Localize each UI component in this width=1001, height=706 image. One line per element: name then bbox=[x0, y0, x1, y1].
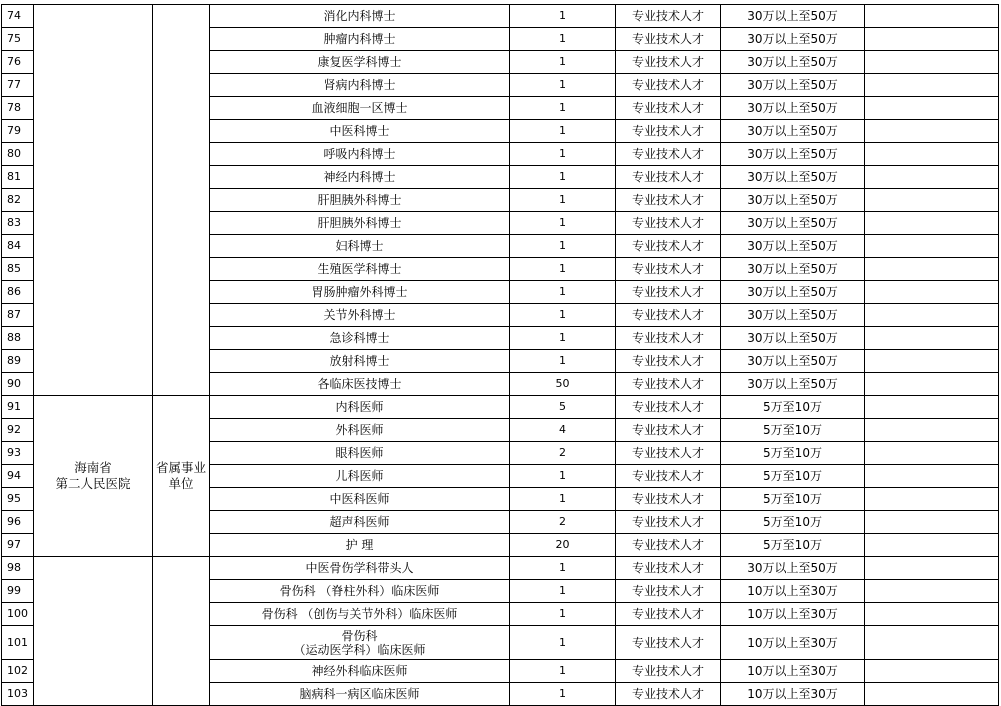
position-name: 各临床医技博士 bbox=[210, 373, 510, 396]
position-name: 超声科医师 bbox=[210, 511, 510, 534]
talent-type: 专业技术人才 bbox=[616, 511, 721, 534]
talent-type: 专业技术人才 bbox=[616, 304, 721, 327]
headcount: 1 bbox=[510, 51, 616, 74]
talent-type: 专业技术人才 bbox=[616, 603, 721, 626]
talent-type: 专业技术人才 bbox=[616, 120, 721, 143]
position-name: 骨伤科 （运动医学科）临床医师 bbox=[210, 626, 510, 660]
talent-type: 专业技术人才 bbox=[616, 143, 721, 166]
salary-range: 5万至10万 bbox=[721, 396, 865, 419]
headcount: 1 bbox=[510, 258, 616, 281]
note-cell bbox=[865, 660, 999, 683]
salary-range: 30万以上至50万 bbox=[721, 557, 865, 580]
salary-range: 5万至10万 bbox=[721, 419, 865, 442]
row-number: 80 bbox=[2, 143, 34, 166]
position-name: 关节外科博士 bbox=[210, 304, 510, 327]
row-number: 94 bbox=[2, 465, 34, 488]
headcount: 4 bbox=[510, 419, 616, 442]
talent-type: 专业技术人才 bbox=[616, 97, 721, 120]
salary-range: 30万以上至50万 bbox=[721, 143, 865, 166]
row-number: 90 bbox=[2, 373, 34, 396]
talent-type: 专业技术人才 bbox=[616, 396, 721, 419]
headcount: 1 bbox=[510, 212, 616, 235]
row-number: 78 bbox=[2, 97, 34, 120]
headcount: 1 bbox=[510, 683, 616, 706]
talent-type: 专业技术人才 bbox=[616, 5, 721, 28]
row-number: 98 bbox=[2, 557, 34, 580]
salary-range: 30万以上至50万 bbox=[721, 304, 865, 327]
unit-type-cell bbox=[153, 5, 210, 396]
note-cell bbox=[865, 258, 999, 281]
note-cell bbox=[865, 511, 999, 534]
headcount: 20 bbox=[510, 534, 616, 557]
row-number: 99 bbox=[2, 580, 34, 603]
note-cell bbox=[865, 419, 999, 442]
salary-range: 5万至10万 bbox=[721, 511, 865, 534]
row-number: 101 bbox=[2, 626, 34, 660]
hospital-cell bbox=[34, 557, 153, 706]
unit-type: 省属事业 单位 bbox=[153, 396, 210, 557]
note-cell bbox=[865, 350, 999, 373]
position-name: 护 理 bbox=[210, 534, 510, 557]
salary-range: 5万至10万 bbox=[721, 442, 865, 465]
table-row bbox=[2, 557, 999, 580]
talent-type: 专业技术人才 bbox=[616, 419, 721, 442]
headcount: 1 bbox=[510, 235, 616, 258]
headcount: 1 bbox=[510, 189, 616, 212]
salary-range: 30万以上至50万 bbox=[721, 51, 865, 74]
row-number: 88 bbox=[2, 327, 34, 350]
talent-type: 专业技术人才 bbox=[616, 327, 721, 350]
headcount: 1 bbox=[510, 74, 616, 97]
note-cell bbox=[865, 488, 999, 511]
talent-type: 专业技术人才 bbox=[616, 74, 721, 97]
note-cell bbox=[865, 373, 999, 396]
note-cell bbox=[865, 28, 999, 51]
table-row bbox=[2, 396, 999, 419]
salary-range: 10万以上至30万 bbox=[721, 580, 865, 603]
row-number: 77 bbox=[2, 74, 34, 97]
note-cell bbox=[865, 442, 999, 465]
position-name: 中医科医师 bbox=[210, 488, 510, 511]
position-name: 肿瘤内科博士 bbox=[210, 28, 510, 51]
headcount: 1 bbox=[510, 327, 616, 350]
salary-range: 30万以上至50万 bbox=[721, 235, 865, 258]
row-number: 74 bbox=[2, 5, 34, 28]
position-name: 肾病内科博士 bbox=[210, 74, 510, 97]
headcount: 5 bbox=[510, 396, 616, 419]
position-name: 消化内科博士 bbox=[210, 5, 510, 28]
recruitment-table bbox=[1, 4, 999, 706]
headcount: 1 bbox=[510, 465, 616, 488]
headcount: 1 bbox=[510, 143, 616, 166]
note-cell bbox=[865, 166, 999, 189]
talent-type: 专业技术人才 bbox=[616, 626, 721, 660]
talent-type: 专业技术人才 bbox=[616, 465, 721, 488]
position-name: 神经外科临床医师 bbox=[210, 660, 510, 683]
row-number: 95 bbox=[2, 488, 34, 511]
position-name: 内科医师 bbox=[210, 396, 510, 419]
headcount: 1 bbox=[510, 350, 616, 373]
position-name: 肝胆胰外科博士 bbox=[210, 189, 510, 212]
headcount: 1 bbox=[510, 28, 616, 51]
note-cell bbox=[865, 189, 999, 212]
row-number: 100 bbox=[2, 603, 34, 626]
salary-range: 10万以上至30万 bbox=[721, 683, 865, 706]
position-name: 肝胆胰外科博士 bbox=[210, 212, 510, 235]
row-number: 82 bbox=[2, 189, 34, 212]
salary-range: 30万以上至50万 bbox=[721, 28, 865, 51]
row-number: 96 bbox=[2, 511, 34, 534]
note-cell bbox=[865, 626, 999, 660]
position-name: 生殖医学科博士 bbox=[210, 258, 510, 281]
note-cell bbox=[865, 580, 999, 603]
salary-range: 30万以上至50万 bbox=[721, 212, 865, 235]
row-number: 84 bbox=[2, 235, 34, 258]
talent-type: 专业技术人才 bbox=[616, 660, 721, 683]
talent-type: 专业技术人才 bbox=[616, 350, 721, 373]
salary-range: 30万以上至50万 bbox=[721, 281, 865, 304]
talent-type: 专业技术人才 bbox=[616, 28, 721, 51]
row-number: 102 bbox=[2, 660, 34, 683]
note-cell bbox=[865, 143, 999, 166]
headcount: 2 bbox=[510, 511, 616, 534]
note-cell bbox=[865, 51, 999, 74]
position-name: 放射科博士 bbox=[210, 350, 510, 373]
headcount: 1 bbox=[510, 557, 616, 580]
hospital-cell bbox=[34, 5, 153, 396]
salary-range: 30万以上至50万 bbox=[721, 120, 865, 143]
salary-range: 30万以上至50万 bbox=[721, 166, 865, 189]
talent-type: 专业技术人才 bbox=[616, 258, 721, 281]
headcount: 1 bbox=[510, 281, 616, 304]
note-cell bbox=[865, 557, 999, 580]
note-cell bbox=[865, 465, 999, 488]
unit-type-cell bbox=[153, 557, 210, 706]
salary-range: 30万以上至50万 bbox=[721, 97, 865, 120]
note-cell bbox=[865, 603, 999, 626]
salary-range: 30万以上至50万 bbox=[721, 373, 865, 396]
talent-type: 专业技术人才 bbox=[616, 534, 721, 557]
note-cell bbox=[865, 97, 999, 120]
position-name: 外科医师 bbox=[210, 419, 510, 442]
table-body bbox=[2, 5, 999, 706]
row-number: 97 bbox=[2, 534, 34, 557]
salary-range: 30万以上至50万 bbox=[721, 74, 865, 97]
position-name: 中医骨伤学科带头人 bbox=[210, 557, 510, 580]
salary-range: 5万至10万 bbox=[721, 465, 865, 488]
row-number: 85 bbox=[2, 258, 34, 281]
headcount: 50 bbox=[510, 373, 616, 396]
salary-range: 30万以上至50万 bbox=[721, 189, 865, 212]
talent-type: 专业技术人才 bbox=[616, 580, 721, 603]
talent-type: 专业技术人才 bbox=[616, 212, 721, 235]
note-cell bbox=[865, 683, 999, 706]
talent-type: 专业技术人才 bbox=[616, 373, 721, 396]
row-number: 79 bbox=[2, 120, 34, 143]
headcount: 1 bbox=[510, 603, 616, 626]
row-number: 103 bbox=[2, 683, 34, 706]
row-number: 83 bbox=[2, 212, 34, 235]
headcount: 1 bbox=[510, 580, 616, 603]
salary-range: 5万至10万 bbox=[721, 488, 865, 511]
note-cell bbox=[865, 120, 999, 143]
row-number: 81 bbox=[2, 166, 34, 189]
salary-range: 30万以上至50万 bbox=[721, 5, 865, 28]
salary-range: 10万以上至30万 bbox=[721, 603, 865, 626]
salary-range: 5万至10万 bbox=[721, 534, 865, 557]
talent-type: 专业技术人才 bbox=[616, 235, 721, 258]
talent-type: 专业技术人才 bbox=[616, 166, 721, 189]
note-cell bbox=[865, 534, 999, 557]
position-name: 神经内科博士 bbox=[210, 166, 510, 189]
talent-type: 专业技术人才 bbox=[616, 442, 721, 465]
headcount: 1 bbox=[510, 304, 616, 327]
salary-range: 30万以上至50万 bbox=[721, 327, 865, 350]
position-name: 康复医学科博士 bbox=[210, 51, 510, 74]
talent-type: 专业技术人才 bbox=[616, 488, 721, 511]
row-number: 87 bbox=[2, 304, 34, 327]
talent-type: 专业技术人才 bbox=[616, 683, 721, 706]
salary-range: 10万以上至30万 bbox=[721, 626, 865, 660]
row-number: 93 bbox=[2, 442, 34, 465]
note-cell bbox=[865, 5, 999, 28]
note-cell bbox=[865, 235, 999, 258]
headcount: 2 bbox=[510, 442, 616, 465]
headcount: 1 bbox=[510, 166, 616, 189]
talent-type: 专业技术人才 bbox=[616, 557, 721, 580]
salary-range: 30万以上至50万 bbox=[721, 258, 865, 281]
note-cell bbox=[865, 304, 999, 327]
position-name: 呼吸内科博士 bbox=[210, 143, 510, 166]
salary-range: 30万以上至50万 bbox=[721, 350, 865, 373]
note-cell bbox=[865, 212, 999, 235]
note-cell bbox=[865, 396, 999, 419]
note-cell bbox=[865, 281, 999, 304]
headcount: 1 bbox=[510, 626, 616, 660]
position-name: 儿科医师 bbox=[210, 465, 510, 488]
table-row bbox=[2, 5, 999, 28]
row-number: 91 bbox=[2, 396, 34, 419]
position-name: 胃肠肿瘤外科博士 bbox=[210, 281, 510, 304]
headcount: 1 bbox=[510, 120, 616, 143]
row-number: 76 bbox=[2, 51, 34, 74]
headcount: 1 bbox=[510, 5, 616, 28]
position-name: 骨伤科 （创伤与关节外科）临床医师 bbox=[210, 603, 510, 626]
note-cell bbox=[865, 327, 999, 350]
position-name: 血液细胞一区博士 bbox=[210, 97, 510, 120]
note-cell bbox=[865, 74, 999, 97]
position-name: 妇科博士 bbox=[210, 235, 510, 258]
row-number: 92 bbox=[2, 419, 34, 442]
salary-range: 10万以上至30万 bbox=[721, 660, 865, 683]
position-name: 急诊科博士 bbox=[210, 327, 510, 350]
talent-type: 专业技术人才 bbox=[616, 51, 721, 74]
headcount: 1 bbox=[510, 660, 616, 683]
row-number: 89 bbox=[2, 350, 34, 373]
talent-type: 专业技术人才 bbox=[616, 281, 721, 304]
talent-type: 专业技术人才 bbox=[616, 189, 721, 212]
headcount: 1 bbox=[510, 488, 616, 511]
row-number: 75 bbox=[2, 28, 34, 51]
row-number: 86 bbox=[2, 281, 34, 304]
headcount: 1 bbox=[510, 97, 616, 120]
position-name: 眼科医师 bbox=[210, 442, 510, 465]
position-name: 脑病科一病区临床医师 bbox=[210, 683, 510, 706]
position-name: 中医科博士 bbox=[210, 120, 510, 143]
hospital-name: 海南省 第二人民医院 bbox=[34, 396, 153, 557]
position-name: 骨伤科 （脊柱外科）临床医师 bbox=[210, 580, 510, 603]
